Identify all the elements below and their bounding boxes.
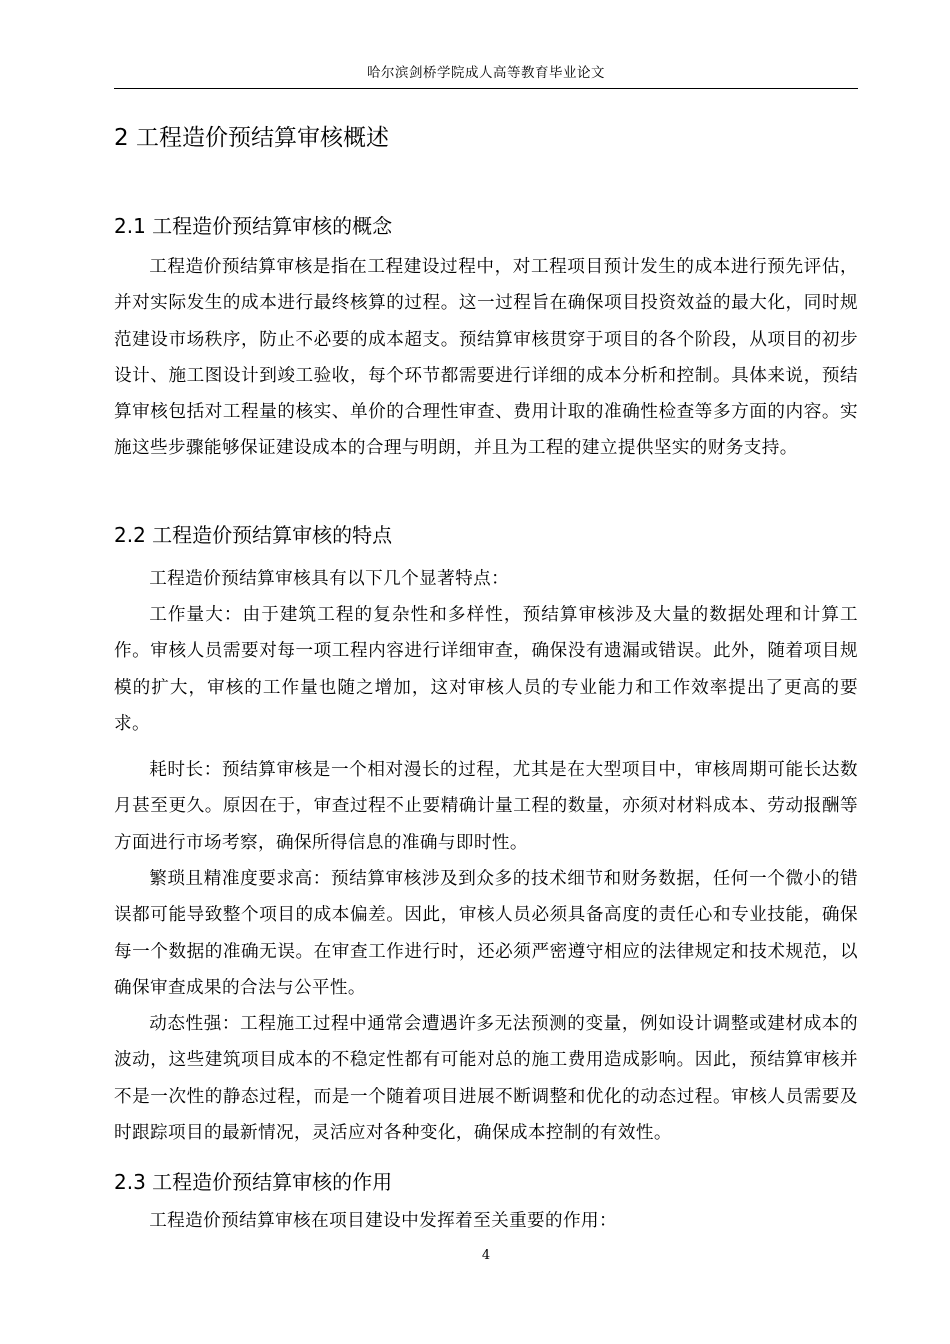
section-title-2-1: 2.1 工程造价预结算审核的概念: [114, 214, 393, 238]
paragraph-2-3-intro: 工程造价预结算审核在项目建设中发挥着至关重要的作用：: [149, 1211, 618, 1231]
running-header: 哈尔滨剑桥学院成人高等教育毕业论文: [367, 65, 605, 81]
section-title-2-3: 2.3 工程造价预结算审核的作用: [114, 1170, 393, 1194]
section-title-2-2: 2.2 工程造价预结算审核的特点: [114, 523, 393, 547]
paragraph-2-2-precision: 繁琐且精准度要求高：预结算审核涉及到众多的技术细节和财务数据，任何一个微小的错误都可能导致整个项目的成本偏差。因此，审核人员必须具备高度的责任心和专业技能，确保每一个数据的准确无误。在审查工作进行时，还必须严密遵守相应的法律规定和技术规范，以确保审查成果的合法与公平性。: [114, 869, 858, 998]
paragraph-2-2-duration: 耗时长：预结算审核是一个相对漫长的过程，尤其是在大型项目中，审核周期可能长达数月甚至更久。原因在于，审查过程不止要精确计量工程的数量，亦须对材料成本、劳动报酬等方面进行市场考察，确保所得信息的准确与即时性。: [114, 760, 858, 853]
header-rule: [114, 88, 858, 89]
paragraph-2-2-workload: 工作量大：由于建筑工程的复杂性和多样性，预结算审核涉及大量的数据处理和计算工作。审核人员需要对每一项工程内容进行详细审查，确保没有遗漏或错误。此外，随着项目规模的扩大，审核的工作量也随之增加，这对审核人员的专业能力和工作效率提出了更高的要求。: [114, 605, 858, 734]
paragraph-2-1-concept: 工程造价预结算审核是指在工程建设过程中，对工程项目预计发生的成本进行预先评估，并对实际发生的成本进行最终核算的过程。这一过程旨在确保项目投资效益的最大化，同时规范建设市场秩序，防止不必要的成本超支。预结算审核贯穿于项目的各个阶段，从项目的初步设计、施工图设计到竣工验收，每个环节都需要进行详细的成本分析和控制。具体来说，预结算审核包括对工程量的核实、单价的合理性审查、费用计取的准确性检查等多方面的内容。实施这些步骤能够保证建设成本的合理与明朗，并且为工程的建立提供坚实的财务支持。: [114, 257, 858, 459]
paragraph-2-2-intro: 工程造价预结算审核具有以下几个显著特点：: [149, 569, 510, 589]
paragraph-2-2-dynamic: 动态性强：工程施工过程中通常会遭遇许多无法预测的变量，例如设计调整或建材成本的波动，这些建筑项目成本的不稳定性都有可能对总的施工费用造成影响。因此，预结算审核并不是一次性的静态过程，而是一个随着项目进展不断调整和优化的动态过程。审核人员需要及时跟踪项目的最新情况，灵活应对各种变化，确保成本控制的有效性。: [114, 1014, 858, 1143]
page-number: 4: [481, 1248, 491, 1263]
chapter-title: 2 工程造价预结算审核概述: [114, 125, 389, 151]
